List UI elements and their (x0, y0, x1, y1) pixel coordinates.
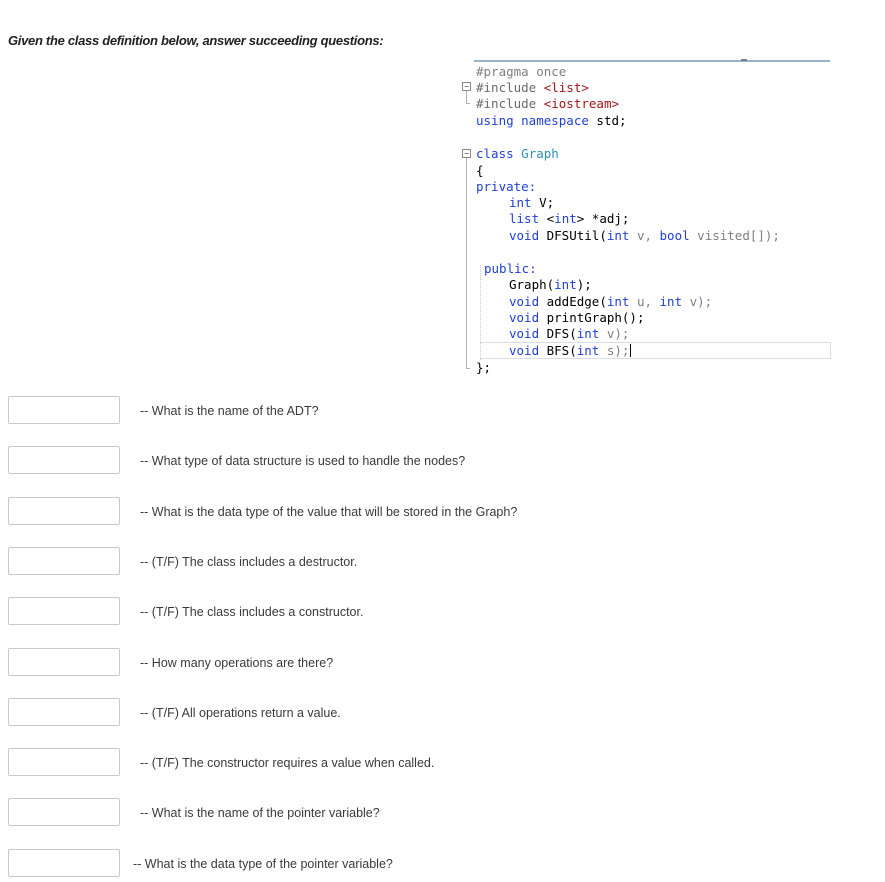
editor-top-border (474, 60, 830, 62)
question-text: -- What is the name of the ADT? (140, 404, 319, 418)
fold-guide (466, 158, 467, 368)
question-text: -- What is the name of the pointer variable? (140, 806, 380, 820)
question-row (0, 547, 885, 579)
editor-top-marker (741, 59, 747, 61)
code-line-bfs: void BFS(int s); (509, 343, 630, 358)
fold-guide-end (466, 368, 470, 369)
collapse-include-icon: − (462, 82, 471, 91)
answer-input[interactable] (8, 849, 120, 877)
collapse-class-icon: − (462, 149, 471, 158)
code-line-dfsutil: void DFSUtil(int v, bool visited[]); (509, 228, 780, 243)
question-text: -- How many operations are there? (140, 656, 334, 670)
code-line-close: }; (476, 360, 492, 375)
answer-input[interactable] (8, 396, 120, 424)
fold-guide (466, 91, 467, 103)
question-row (0, 698, 885, 730)
question-text: -- (T/F) The class includes a destructor. (140, 555, 358, 569)
code-line-using: using namespace std; (476, 113, 627, 128)
question-text: -- What type of data structure is used to handle the nodes? (140, 454, 466, 468)
answer-input[interactable] (8, 648, 120, 676)
code-line-public: public: (484, 261, 537, 276)
question-row (0, 648, 885, 680)
code-line-addedge: void addEdge(int u, int v); (509, 294, 713, 309)
code-line-dfs: void DFS(int v); (509, 326, 630, 341)
question-row (0, 497, 885, 529)
answer-input[interactable] (8, 748, 120, 776)
answer-input[interactable] (8, 698, 120, 726)
answer-input[interactable] (8, 497, 120, 525)
instructions: Given the class definition below, answer succeeding questions: (8, 33, 384, 48)
code-line-constructor: Graph(int); (509, 277, 592, 292)
fold-guide-end (466, 103, 470, 104)
code-snippet (462, 60, 830, 380)
answer-input[interactable] (8, 446, 120, 474)
question-text: -- (T/F) The class includes a constructor. (140, 605, 364, 619)
code-line-include-iostream: #include <iostream> (476, 96, 619, 111)
question-row (0, 849, 885, 881)
question-text: -- (T/F) The constructor requires a value when called. (140, 756, 435, 770)
question-row (0, 446, 885, 478)
code-line-open-brace: { (476, 163, 484, 178)
question-text: -- What is the data type of the pointer variable? (133, 857, 393, 871)
question-row (0, 597, 885, 629)
code-line-pragma: #pragma once (476, 64, 567, 79)
code-line-include-list: #include <list> (476, 80, 589, 95)
answer-input[interactable] (8, 798, 120, 826)
code-line-member-v: int V; (509, 195, 555, 210)
question-text: -- (T/F) All operations return a value. (140, 706, 341, 720)
answer-input[interactable] (8, 597, 120, 625)
question-row (0, 798, 885, 830)
question-text: -- What is the data type of the value that will be stored in the Graph? (140, 505, 518, 519)
question-row (0, 748, 885, 780)
code-line-member-adj: list <int> *adj; (509, 211, 630, 226)
text-caret (630, 344, 631, 357)
code-line-printgraph: void printGraph(); (509, 310, 645, 325)
code-line-class: class Graph (476, 146, 559, 161)
question-row (0, 396, 885, 428)
code-line-private: private: (476, 179, 537, 194)
answer-input[interactable] (8, 547, 120, 575)
